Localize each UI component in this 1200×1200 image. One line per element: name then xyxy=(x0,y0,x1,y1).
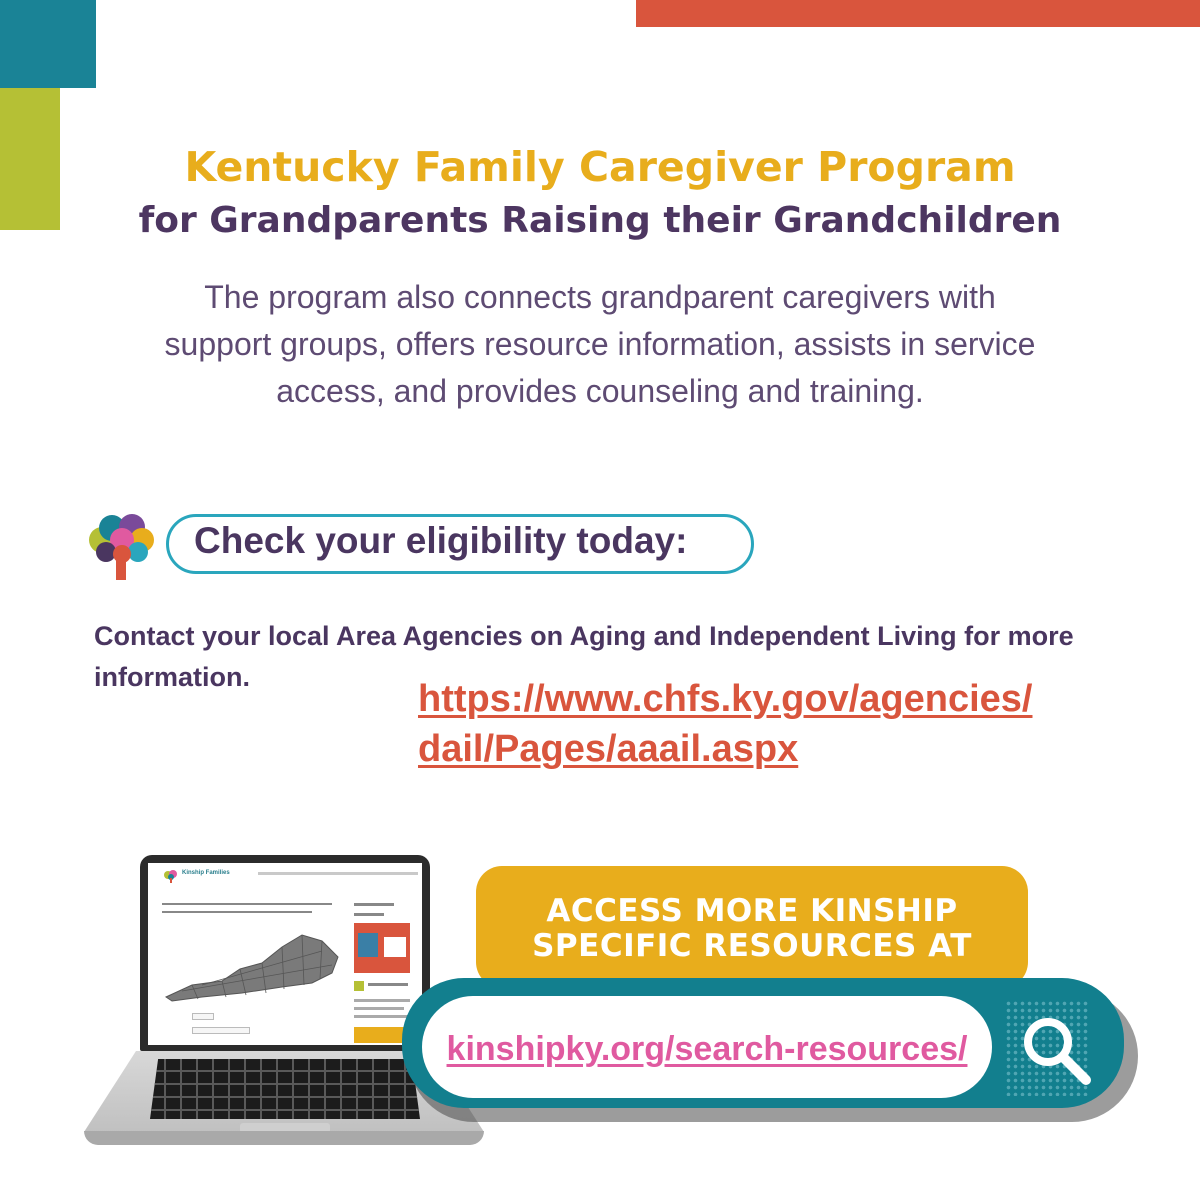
page-title: Kentucky Family Caregiver Program xyxy=(184,143,1016,191)
orange-top-bar xyxy=(636,0,1200,27)
laptop-screen xyxy=(148,863,422,1045)
mini-category-select xyxy=(192,1027,250,1034)
chfs-agencies-link[interactable] xyxy=(418,674,1118,774)
mini-text-line xyxy=(162,903,332,905)
contact-text: Contact your local Area Agencies on Aging and Independent Living for more information. xyxy=(94,621,1074,692)
eligibility-label: Check your eligibility today: xyxy=(194,520,688,561)
mini-nav-bar xyxy=(258,872,418,875)
program-description: The program also connects grandparent caregivers with support groups, offers resource information, assists in service access, and provides counseling and training. xyxy=(164,279,1036,409)
magnifier-icon[interactable] xyxy=(1016,1010,1096,1090)
laptop-lid xyxy=(140,855,430,1051)
chfs-link-line1: https://www.chfs.ky.gov/agencies/ xyxy=(418,678,1033,720)
kentucky-map xyxy=(162,927,342,1007)
laptop-keyboard xyxy=(150,1059,420,1119)
teal-corner-block xyxy=(0,0,96,88)
mini-text-line xyxy=(162,911,312,913)
access-line1: ACCESS MORE KINSHIP xyxy=(546,893,958,929)
kinship-resources-link[interactable]: kinshipky.org/search-resources/ xyxy=(446,1030,968,1068)
mini-county-select xyxy=(192,1013,214,1020)
laptop-foot xyxy=(84,1131,484,1145)
page-subtitle: for Grandparents Raising their Grandchildren xyxy=(138,200,1062,241)
access-banner-text xyxy=(476,894,1028,964)
access-line2: SPECIFIC RESOURCES AT xyxy=(532,928,972,964)
mini-brand-text: Kinship Families xyxy=(182,870,230,876)
mini-sidebar xyxy=(354,903,412,1043)
tree-icon xyxy=(82,510,162,582)
chfs-link-line2: dail/Pages/aaail.aspx xyxy=(418,728,799,770)
mini-tree-logo-icon xyxy=(162,869,180,883)
